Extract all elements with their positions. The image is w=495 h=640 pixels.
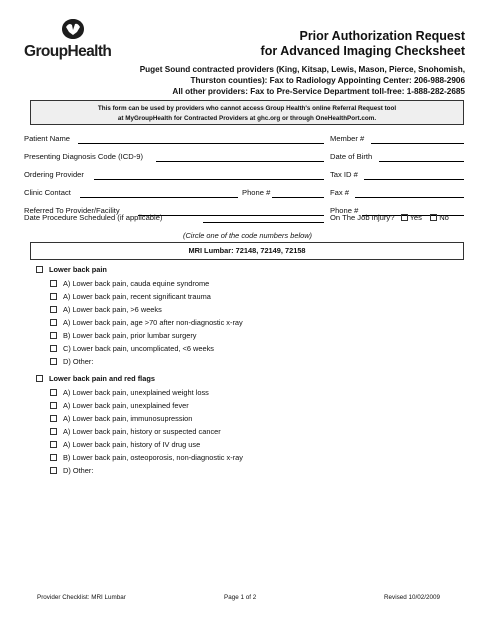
- item-checkbox[interactable]: [50, 402, 57, 409]
- item-checkbox[interactable]: [50, 467, 57, 474]
- notice-line-2: at MyGroupHealth for Contracted Providers at ghc.org or through OneHealthPort.com.: [117, 115, 377, 122]
- phone-label: Phone #: [242, 188, 271, 197]
- page-title: [261, 29, 465, 58]
- clinic-contact-label: Clinic Contact: [24, 188, 71, 197]
- yes-label: Yes: [409, 213, 422, 222]
- ordering-provider-label: Ordering Provider: [24, 170, 84, 179]
- patient-name-label: Patient Name: [24, 134, 71, 143]
- phone2-label: Phone #: [330, 206, 359, 215]
- item-checkbox[interactable]: [50, 332, 57, 339]
- phone-field[interactable]: [272, 197, 324, 198]
- on-job-injury: [330, 213, 449, 222]
- section-heading-lower-back-pain-red-flags: [36, 374, 155, 383]
- checklist-item: [50, 279, 209, 288]
- item-label: A) Lower back pain, immunosupression: [63, 414, 193, 423]
- item-checkbox[interactable]: [50, 358, 57, 365]
- item-checkbox[interactable]: [50, 345, 57, 352]
- checklist-item: [50, 401, 189, 410]
- on-job-injury-label: On The Job Injury?: [330, 213, 395, 222]
- fax-label: Fax #: [330, 188, 349, 197]
- tax-id-label: Tax ID #: [330, 170, 358, 179]
- item-checkbox[interactable]: [50, 428, 57, 435]
- ordering-provider-field[interactable]: [94, 179, 324, 180]
- checklist-item: [50, 453, 243, 462]
- checklist-item: [50, 414, 192, 423]
- footer-revised: Revised 10/02/2009: [384, 594, 441, 601]
- section-heading-lower-back-pain: [36, 265, 107, 274]
- item-checkbox[interactable]: [50, 293, 57, 300]
- item-label: D) Other:: [63, 357, 94, 366]
- grouphealth-logo-icon: [60, 18, 86, 40]
- other-providers-note: All other providers: Fax to Pre-Service Department toll-free: 1-888-282-2685: [172, 87, 465, 96]
- dob-field[interactable]: [379, 161, 464, 162]
- item-checkbox[interactable]: [50, 441, 57, 448]
- footer-page-number: Page 1 of 2: [224, 594, 257, 601]
- member-no-field[interactable]: [371, 143, 464, 144]
- yes-checkbox[interactable]: [401, 214, 408, 221]
- section-checkbox[interactable]: [36, 375, 43, 382]
- referred-to-field[interactable]: [138, 215, 324, 216]
- item-label: C) Lower back pain, uncomplicated, <6 weeks: [63, 344, 214, 353]
- date-scheduled-field[interactable]: [203, 222, 324, 223]
- title-line-1: Prior Authorization Request: [299, 29, 465, 43]
- logo-text: GroupHealth: [24, 43, 112, 60]
- checklist-item: [50, 427, 221, 436]
- item-label: A) Lower back pain, history or suspected cancer: [63, 427, 221, 436]
- item-label: A) Lower back pain, history of IV drug use: [63, 440, 201, 449]
- date-scheduled-label: Date Procedure Scheduled (if applicable): [24, 213, 163, 222]
- item-checkbox[interactable]: [50, 454, 57, 461]
- fax-field[interactable]: [355, 197, 464, 198]
- item-label: B) Lower back pain, prior lumbar surgery: [63, 331, 197, 340]
- circle-instruction: (Circle one of the code numbers below): [183, 231, 312, 240]
- contracted-line-2: Thurston counties): Fax to Radiology Appointing Center: 206-988-2906: [190, 76, 465, 85]
- item-checkbox[interactable]: [50, 280, 57, 287]
- section-checkbox[interactable]: [36, 266, 43, 273]
- section-heading-text: Lower back pain and red flags: [49, 374, 155, 383]
- checklist-item: [50, 388, 209, 397]
- checklist-item: [50, 466, 93, 475]
- diagnosis-code-label: Presenting Diagnosis Code (ICD-9): [24, 152, 144, 161]
- contracted-providers-note: [140, 64, 465, 86]
- item-label: A) Lower back pain, unexplained fever: [63, 401, 189, 410]
- contracted-line-1: Puget Sound contracted providers (King, Kitsap, Lewis, Mason, Pierce, Snohomish,: [139, 65, 465, 74]
- tax-id-field[interactable]: [364, 179, 464, 180]
- item-label: A) Lower back pain, recent significant trauma: [63, 292, 211, 301]
- item-checkbox[interactable]: [50, 415, 57, 422]
- item-label: A) Lower back pain, unexplained weight loss: [63, 388, 209, 397]
- dob-label: Date of Birth: [330, 152, 373, 161]
- notice-line-1: This form can be used by providers who cannot access Group Health's online Referral Request tool: [97, 105, 397, 112]
- item-label: A) Lower back pain, >6 weeks: [63, 305, 162, 314]
- notice-box: [30, 100, 464, 125]
- referred-to-label: Referred To Provider/Facility: [24, 206, 120, 215]
- item-checkbox[interactable]: [50, 319, 57, 326]
- checklist-item: [50, 344, 214, 353]
- item-label: A) Lower back pain, cauda equine syndrome: [63, 279, 210, 288]
- item-checkbox[interactable]: [50, 306, 57, 313]
- patient-name-field[interactable]: [78, 143, 324, 144]
- item-checkbox[interactable]: [50, 389, 57, 396]
- item-label: D) Other:: [63, 466, 94, 475]
- checklist-item: [50, 440, 200, 449]
- checklist-item: [50, 331, 197, 340]
- checklist-item: [50, 292, 211, 301]
- item-label: A) Lower back pain, age >70 after non-diagnostic x-ray: [63, 318, 243, 327]
- section-heading-text: Lower back pain: [49, 265, 107, 274]
- item-label: B) Lower back pain, osteoporosis, non-diagnostic x-ray: [63, 453, 243, 462]
- footer-left: Provider Checklist: MRI Lumbar: [37, 594, 126, 601]
- no-checkbox[interactable]: [430, 214, 437, 221]
- clinic-contact-field[interactable]: [80, 197, 238, 198]
- title-line-2: for Advanced Imaging Checksheet: [260, 43, 465, 58]
- no-label: No: [439, 213, 449, 222]
- checklist-item: [50, 318, 243, 327]
- member-no-label: Member #: [330, 134, 365, 143]
- diagnosis-code-field[interactable]: [156, 161, 324, 162]
- checklist-item: [50, 305, 162, 314]
- mri-codes-box: MRI Lumbar: 72148, 72149, 72158: [30, 242, 464, 260]
- checklist-item: [50, 357, 93, 366]
